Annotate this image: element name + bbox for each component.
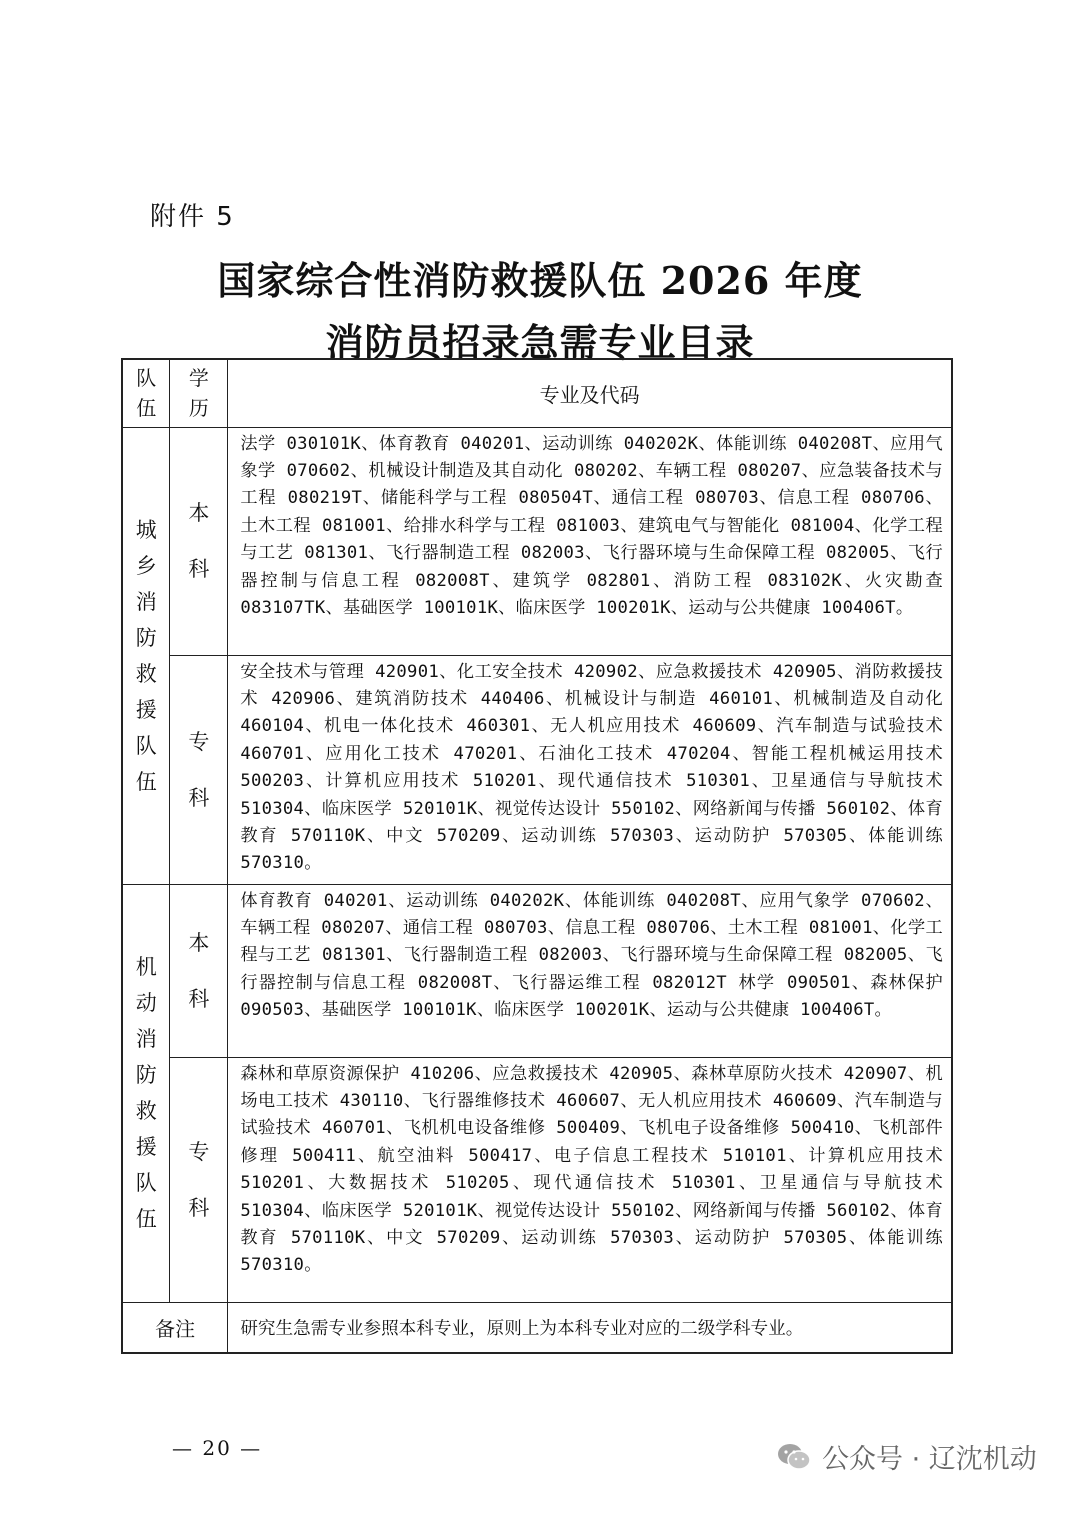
header-majors: 专业及代码: [228, 359, 952, 427]
edu-cell: 专科: [170, 655, 228, 884]
attachment-label: 附件 5: [150, 202, 235, 232]
majors-cell: 体育教育 040201、运动训练 040202K、体能训练 040208T、应用气象学 070602、车辆工程 080207、通信工程 080703、信息工程 080706、土木工程 081001、化学工程与工艺 081301、飞行器制造工程 082003、飞行器环境与生命保障工程 082005、飞行器控制与信息工程 082008T、飞行器运维工程 082012T 林学 090501、森林保护 090503、基础医学 100101K、临床医学 100201K、运动与公共健康 100406T。: [228, 884, 952, 1057]
note-label: 备注: [122, 1302, 228, 1353]
header-team: 队伍: [122, 359, 170, 427]
team-cell-urban: 城乡消防救援队伍: [122, 427, 170, 884]
table-row: [122, 1057, 952, 1302]
wechat-icon: [776, 1442, 812, 1472]
majors-catalog-table: [121, 358, 953, 1354]
team-cell-mobile: 机动消防救援队伍: [122, 884, 170, 1302]
table-row: [122, 655, 952, 884]
majors-cell: 安全技术与管理 420901、化工安全技术 420902、应急救援技术 420905、消防救援技术 420906、建筑消防技术 440406、机械设计与制造 460101、机械制造及自动化 460104、机电一体化技术 460301、无人机应用技术 460609、汽车制造与试验技术 460701、应用化工技术 470201、石油化工技术 470204、智能工程机械运用技术 500203、计算机应用技术 510201、现代通信技术 510301、卫星通信与导航技术 510304、临床医学 520101K、视觉传达设计 550102、网络新闻与传播 560102、体育教育 570110K、中文 570209、运动训练 570303、运动防护 570305、体能训练 570310。: [228, 655, 952, 884]
page-title-line2: 消防员招录急需专业目录: [325, 320, 755, 365]
header-education: 学历: [170, 359, 228, 427]
table-header-row: [122, 359, 952, 427]
note-text: 研究生急需专业参照本科专业，原则上为本科专业对应的二级学科专业。: [228, 1302, 952, 1353]
majors-cell: 法学 030101K、体育教育 040201、运动训练 040202K、体能训练 040208T、应用气象学 070602、机械设计制造及其自动化 080202、车辆工程 080207、应急装备技术与工程 080219T、储能科学与工程 080504T、通信工程 080703、信息工程 080706、土木工程 081001、给排水科学与工程 081003、建筑电气与智能化 081004、化学工程与工艺 081301、飞行器制造工程 082003、飞行器环境与生命保障工程 082005、飞行器控制与信息工程 082008T、建筑学 082801、消防工程 083102K、火灾勘查 083107TK、基础医学 100101K、临床医学 100201K、运动与公共健康 100406T。: [228, 427, 952, 655]
note-row: [122, 1302, 952, 1353]
page-title-line1: 国家综合性消防救援队伍 2026 年度: [217, 258, 863, 303]
watermark-text: 公众号 · 辽沈机动: [822, 1444, 1037, 1475]
table-row: [122, 427, 952, 655]
watermark: [776, 1437, 1037, 1476]
table-row: [122, 884, 952, 1057]
edu-cell: 本科: [170, 884, 228, 1057]
edu-cell: 专科: [170, 1057, 228, 1302]
majors-cell: 森林和草原资源保护 410206、应急救援技术 420905、森林草原防火技术 420907、机场电工技术 430110、飞行器维修技术 460607、无人机应用技术 460609、汽车制造与试验技术 460701、飞机机电设备维修 500409、飞机电子设备维修 500410、飞机部件修理 500411、航空油料 500417、电子信息工程技术 510101、计算机应用技术 510201、大数据技术 510205、现代通信技术 510301、卫星通信与导航技术 510304、临床医学 520101K、视觉传达设计 550102、网络新闻与传播 560102、体育教育 570110K、中文 570209、运动训练 570303、运动防护 570305、体能训练 570310。: [228, 1057, 952, 1302]
edu-cell: 本科: [170, 427, 228, 655]
page-number: — 20 —: [172, 1436, 263, 1460]
